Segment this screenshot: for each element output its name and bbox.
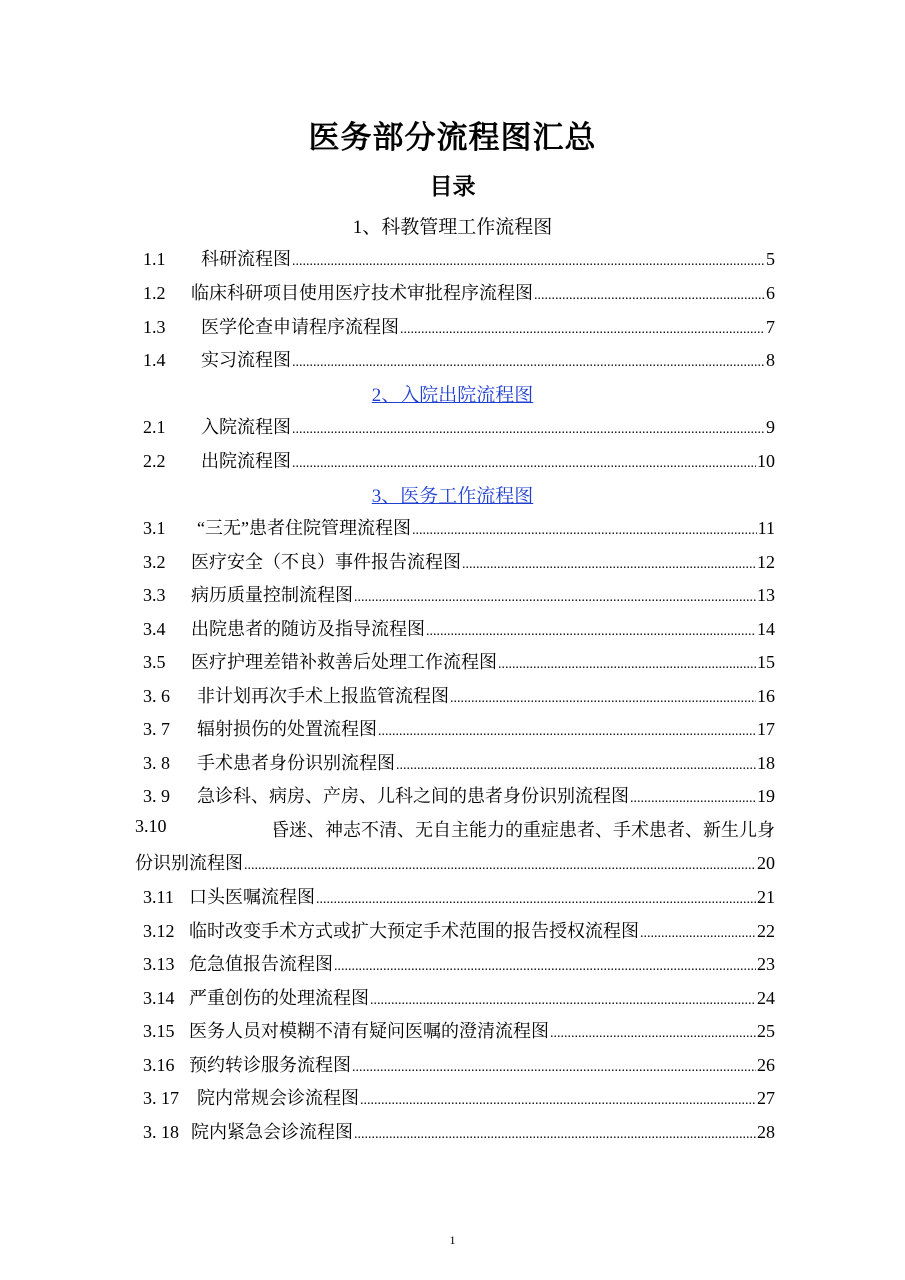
dot-leader <box>292 350 765 371</box>
dot-leader <box>244 853 756 874</box>
dot-leader <box>292 451 756 472</box>
entry-title: 口头医嘱流程图 <box>189 887 315 907</box>
entry-number: 3.1 <box>143 518 166 538</box>
toc-entry[interactable] <box>143 715 775 741</box>
entry-title: 急诊科、病房、产房、儿科之间的患者身份识别流程图 <box>197 786 629 806</box>
toc-entry[interactable] <box>143 514 775 540</box>
entry-page: 24 <box>757 988 775 1008</box>
entry-number: 3.15 <box>143 1021 175 1041</box>
entry-number: 3.5 <box>143 652 166 672</box>
toc-entry-continuation[interactable] <box>135 849 775 875</box>
toc-entry[interactable] <box>143 984 775 1010</box>
entry-page: 6 <box>766 283 775 303</box>
section-heading-2[interactable]: 2、入院出院流程图 <box>371 385 534 406</box>
entry-number: 1.1 <box>143 249 166 269</box>
toc-entry[interactable] <box>143 1051 775 1077</box>
entry-title: “三无”患者住院管理流程图 <box>197 518 411 538</box>
dot-leader <box>292 417 765 438</box>
entry-page: 25 <box>757 1021 775 1041</box>
entry-number: 3.12 <box>143 921 175 941</box>
entry-title: 医疗护理差错补救善后处理工作流程图 <box>191 652 497 672</box>
entry-number: 3.3 <box>143 585 166 605</box>
entry-title: 严重创伤的处理流程图 <box>189 988 369 1008</box>
entry-number: 3. 9 <box>143 786 170 806</box>
entry-title: 出院患者的随访及指导流程图 <box>191 619 425 639</box>
toc-entry[interactable] <box>143 648 775 674</box>
entry-title: 院内紧急会诊流程图 <box>191 1122 353 1142</box>
entry-title: 院内常规会诊流程图 <box>197 1088 359 1108</box>
entry-page: 16 <box>757 686 775 706</box>
section-heading-1: 1、科教管理工作流程图 <box>352 217 553 238</box>
toc-heading: 目录 <box>429 174 476 200</box>
toc-entry[interactable] <box>143 883 775 909</box>
toc-entry[interactable] <box>143 1118 775 1144</box>
entry-title: 医务人员对模糊不清有疑问医嘱的澄清流程图 <box>189 1021 549 1041</box>
entry-title: 预约转诊服务流程图 <box>189 1055 351 1075</box>
entry-title: 科研流程图 <box>201 249 291 269</box>
entry-page: 11 <box>757 518 775 538</box>
entry-page: 10 <box>757 451 775 471</box>
toc-entry[interactable] <box>143 346 775 372</box>
document-title: 医务部分流程图汇总 <box>308 120 597 156</box>
dot-leader <box>550 1021 756 1042</box>
entry-number: 3.10 <box>135 816 167 836</box>
entry-number: 3.16 <box>143 1055 175 1075</box>
entry-page: 15 <box>757 652 775 672</box>
dot-leader <box>640 921 756 942</box>
entry-title: 实习流程图 <box>201 350 291 370</box>
entry-number: 3. 6 <box>143 686 170 706</box>
entry-number: 3. 8 <box>143 753 170 773</box>
toc-entry[interactable] <box>143 749 775 775</box>
toc-entry[interactable] <box>143 447 775 473</box>
section-heading-3[interactable]: 3、医务工作流程图 <box>371 486 534 507</box>
dot-leader <box>354 585 756 606</box>
entry-number: 3.13 <box>143 954 175 974</box>
entry-page: 9 <box>766 417 775 437</box>
entry-page: 14 <box>757 619 775 639</box>
toc-entry[interactable] <box>143 917 775 943</box>
entry-page: 20 <box>757 853 775 873</box>
entry-title: 手术患者身份识别流程图 <box>197 753 395 773</box>
page-number: 1 <box>449 1233 456 1247</box>
entry-title: 昏迷、神志不清、无自主能力的重症患者、手术患者、新生儿身 <box>271 820 775 840</box>
entry-number: 3. 7 <box>143 719 170 739</box>
toc-entry[interactable] <box>143 950 775 976</box>
entry-title: 临床科研项目使用医疗技术审批程序流程图 <box>191 283 533 303</box>
entry-number: 3.4 <box>143 619 166 639</box>
toc-entry[interactable] <box>143 279 775 305</box>
dot-leader <box>396 753 756 774</box>
toc-entry[interactable] <box>143 782 775 808</box>
entry-number: 2.2 <box>143 451 166 471</box>
entry-page: 5 <box>766 249 775 269</box>
dot-leader <box>378 719 756 740</box>
dot-leader <box>426 619 756 640</box>
entry-number: 3.14 <box>143 988 175 1008</box>
toc-entry[interactable] <box>143 413 775 439</box>
entry-title: 临时改变手术方式或扩大预定手术范围的报告授权流程图 <box>189 921 639 941</box>
toc-entry[interactable] <box>143 1084 775 1110</box>
entry-title: 入院流程图 <box>201 417 291 437</box>
entry-number: 1.3 <box>143 317 166 337</box>
entry-page: 17 <box>757 719 775 739</box>
entry-number: 1.2 <box>143 283 166 303</box>
dot-leader <box>370 988 756 1009</box>
entry-page: 21 <box>757 887 775 907</box>
entry-page: 13 <box>757 585 775 605</box>
entry-title: 危急值报告流程图 <box>189 954 333 974</box>
toc-entry[interactable] <box>143 548 775 574</box>
toc-entry[interactable] <box>143 581 775 607</box>
toc-entry[interactable] <box>143 313 775 339</box>
toc-entry-long[interactable] <box>135 816 775 842</box>
dot-leader <box>630 786 756 807</box>
dot-leader <box>450 686 756 707</box>
entry-page: 27 <box>757 1088 775 1108</box>
toc-entry[interactable] <box>143 1017 775 1043</box>
entry-page: 19 <box>757 786 775 806</box>
entry-title: 病历质量控制流程图 <box>191 585 353 605</box>
dot-leader <box>462 552 756 573</box>
entry-page: 22 <box>757 921 775 941</box>
dot-leader <box>360 1088 756 1109</box>
entry-page: 23 <box>757 954 775 974</box>
dot-leader <box>352 1055 756 1076</box>
entry-page: 26 <box>757 1055 775 1075</box>
dot-leader <box>316 887 756 908</box>
entry-number: 3.2 <box>143 552 166 572</box>
dot-leader <box>498 652 756 673</box>
entry-number: 1.4 <box>143 350 166 370</box>
entry-number: 3.11 <box>143 887 174 907</box>
toc-entry[interactable] <box>143 682 775 708</box>
toc-entry[interactable] <box>143 615 775 641</box>
entry-page: 8 <box>766 350 775 370</box>
entry-title: 辐射损伤的处置流程图 <box>197 719 377 739</box>
entry-title-continued: 份识别流程图 <box>135 853 243 873</box>
entry-title: 非计划再次手术上报监管流程图 <box>197 686 449 706</box>
toc-entry[interactable] <box>143 245 775 271</box>
dot-leader <box>534 283 765 304</box>
entry-number: 2.1 <box>143 417 166 437</box>
entry-page: 18 <box>757 753 775 773</box>
entry-number: 3. 17 <box>143 1088 179 1108</box>
dot-leader <box>412 518 757 539</box>
dot-leader <box>334 954 756 975</box>
entry-number: 3. 18 <box>143 1122 179 1142</box>
entry-page: 12 <box>757 552 775 572</box>
dot-leader <box>354 1122 756 1143</box>
dot-leader <box>400 317 765 338</box>
dot-leader <box>292 249 765 270</box>
entry-page: 28 <box>757 1122 775 1142</box>
entry-page: 7 <box>766 317 775 337</box>
entry-title: 医疗安全（不良）事件报告流程图 <box>191 552 461 572</box>
entry-title: 医学伦查申请程序流程图 <box>201 317 399 337</box>
entry-title: 出院流程图 <box>201 451 291 471</box>
